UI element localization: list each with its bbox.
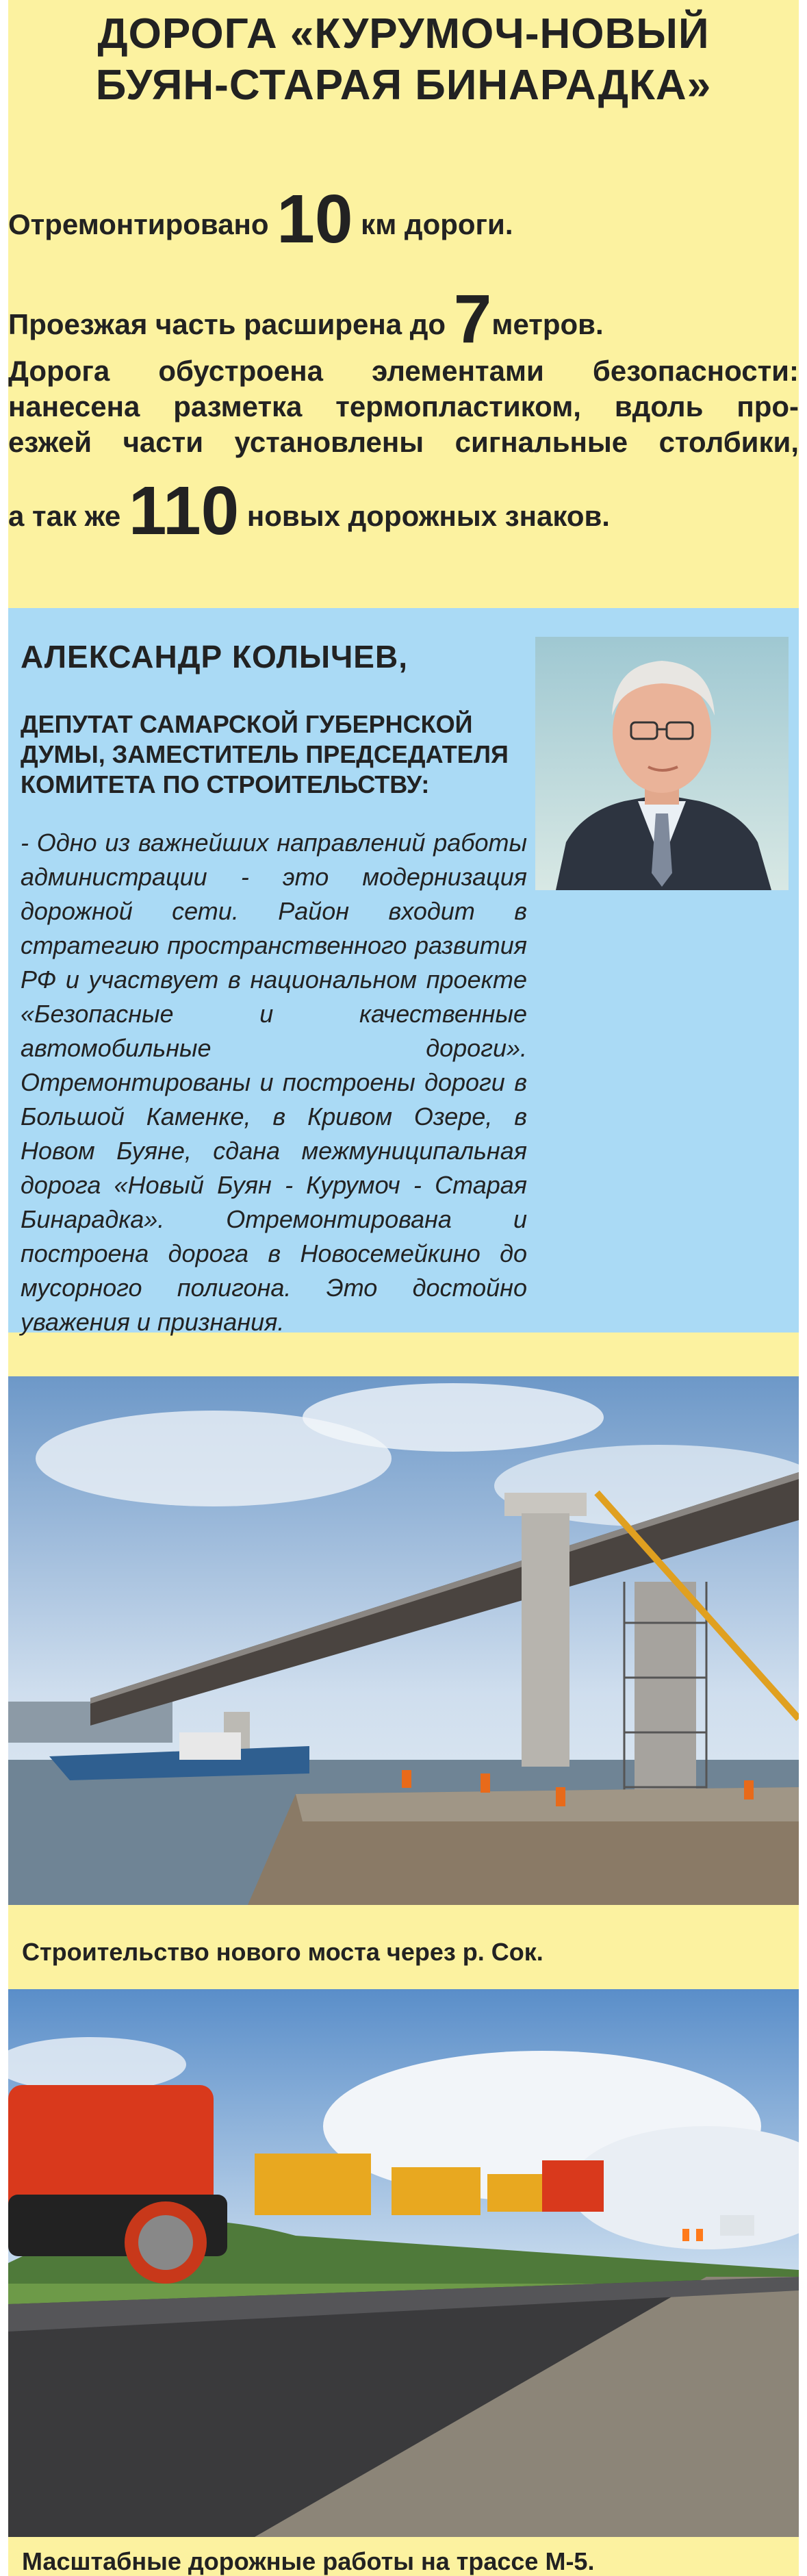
stat-signs-suffix: новых дорожных знаков. — [246, 500, 610, 532]
bridge-photo-caption: Строительство нового моста через р. Сок. — [22, 1938, 543, 1966]
stat-repaired-value: 10 — [277, 181, 353, 257]
stat-safety-line-1: Дорога обустроена элементами безопасности: — [8, 355, 799, 387]
author-role-line-3: КОМИТЕТА ПО СТРОИТЕЛЬСТВУ: — [21, 770, 430, 798]
article-title — [8, 8, 799, 111]
stat-signs — [8, 472, 799, 549]
stat-signs-value: 110 — [128, 472, 240, 549]
stat-width — [8, 281, 799, 357]
road-stats — [8, 181, 799, 549]
stat-safety-line-3: езжей части установлены сигнальные столбики, — [8, 426, 799, 458]
quote-text: - Одно из важнейших направлений работы администрации - это модернизация дорожной сети. Район входит в стратегию пространственного развития РФ и участвует в национальном проекте «Безопасные и качественные автомобильные дороги». Отремонтированы и построены дороги в Большой Каменке, в Кривом Озере, в Новом Буяне, сдана межмуниципальная дорога «Новый Буян - Курумоч - Старая Бинарадка». Отремонтирована и построена дорога в Новосемейкино до мусорного полигона. Это достойно уважения и признания. — [21, 829, 527, 1336]
road-photo-caption: Масштабные дорожные работы на трассе М-5. — [22, 2547, 595, 2575]
author-role-line-2: ДУМЫ, ЗАМЕСТИТЕЛЬ ПРЕДСЕДАТЕЛЯ — [21, 740, 509, 768]
author-role — [21, 709, 527, 800]
stat-repaired — [8, 181, 799, 257]
stat-repaired-suffix: км дороги. — [361, 208, 513, 240]
quote-block — [8, 608, 799, 1336]
stat-repaired-prefix: Отремонтировано — [8, 208, 269, 240]
bridge-construction-photo — [8, 1376, 799, 1905]
author-role-line-1: ДЕПУТАТ САМАРСКОЙ ГУБЕРНСКОЙ — [21, 710, 473, 738]
stat-safety-line-2: нанесена разметка термопластиком, вдоль про- — [8, 390, 799, 422]
stat-width-suffix: метров. — [491, 308, 604, 340]
author-name: АЛЕКСАНДР КОЛЫЧЕВ, — [21, 639, 408, 674]
stat-signs-prefix: а так же — [8, 500, 121, 532]
author-portrait-photo — [535, 637, 789, 890]
stat-width-prefix: Проезжая часть расширена до — [8, 308, 446, 340]
title-line-2: БУЯН-СТАРАЯ БИНАРАДКА» — [95, 62, 712, 109]
road-works-photo — [8, 1989, 799, 2537]
stat-width-value: 7 — [453, 281, 492, 357]
article-page — [8, 0, 799, 2576]
title-line-1: ДОРОГА «КУРУМОЧ-НОВЫЙ — [97, 10, 710, 58]
